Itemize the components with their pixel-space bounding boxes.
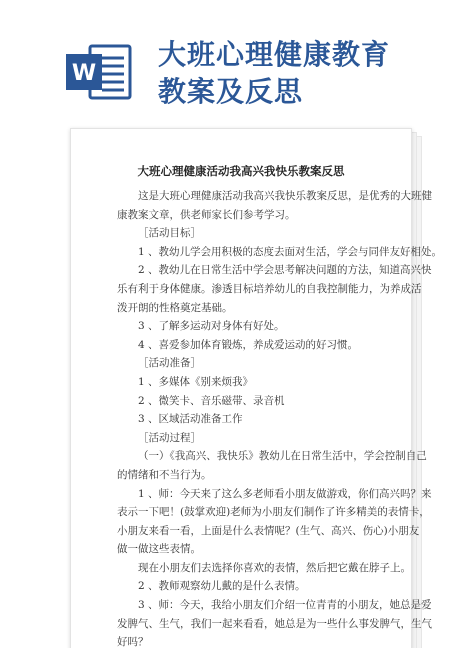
paragraph-line: 2 、微笑卡、音乐磁带、录音机 <box>138 394 285 407</box>
paragraph-line: 3 、区域活动准备工作 <box>138 413 243 426</box>
paragraph-line: 1 、师：今天来了这么多老师看小朋友做游戏，你们高兴吗？来 <box>138 487 432 500</box>
document-body <box>117 187 443 670</box>
word-document-icon <box>64 40 134 104</box>
paragraph-line: 发脾气、生气，我们一起来看看，她总是为一些什么事发脾气，生气 <box>117 617 432 630</box>
paragraph-line: 做一做这些表情。 <box>117 543 201 556</box>
paragraph-line: 3 、了解多运动对身体有好处。 <box>138 320 285 333</box>
paragraph-line: 现在小朋友们去选择你喜欢的表情，然后把它戴在脖子上。 <box>138 561 411 574</box>
paragraph-line: 表示一下吧！(鼓掌欢迎)老师为小朋友们制作了许多精美的表情卡， <box>117 506 430 519</box>
paragraph-line: 2 、教幼儿在日常生活中学会思考解决问题的方法，知道高兴快 <box>138 264 432 277</box>
svg-text:W: W <box>71 61 97 86</box>
paragraph-line: 小朋友来看一看，上面是什么表情呢？(生气、高兴、伤心)小朋友 <box>117 524 420 537</box>
paragraph-line: 2 、教师观察幼儿戴的是什么表情。 <box>138 580 306 593</box>
banner-title-line-1: 大班心理健康教育 <box>158 38 391 71</box>
paragraph-line: 3 、师：今天，我给小朋友们介绍一位青青的小朋友，她总是爱 <box>138 599 432 612</box>
section-heading: ［活动过程］ <box>138 431 201 444</box>
paragraph-line: 1 、教幼儿学会用积极的态度去面对生活，学会与同伴友好相处。 <box>138 245 443 258</box>
banner-title-line-2: 教案及反思 <box>158 75 304 108</box>
section-heading: ［活动目标］ <box>138 227 201 240</box>
section-heading: ［活动准备］ <box>138 357 201 370</box>
bottom-margin <box>0 648 474 669</box>
paragraph-line: 康教案文章，供老师家长们参考学习。 <box>117 208 296 221</box>
paragraph-line: 1 、多媒体《别来烦我》 <box>138 375 254 388</box>
paragraph-line: （一）《我高兴、我快乐》教幼儿在日常生活中，学会控制自己 <box>138 450 427 463</box>
paragraph-line: 乐有利于身体健康。渗透目标培养幼儿的自我控制能力，为养成活 <box>117 282 422 295</box>
paragraph-line: 这是大班心理健康活动我高兴我快乐教案反思，是优秀的大班健 <box>138 190 432 202</box>
document-page <box>70 128 443 650</box>
document-title: 大班心理健康活动我高兴我快乐教案反思 <box>137 164 345 178</box>
paragraph-line: 好吗？ <box>117 636 149 649</box>
banner-header <box>0 0 474 125</box>
paragraph-line: 泼开朗的性格奠定基础。 <box>117 301 233 314</box>
paragraph-line: 4 、喜爱参加体育锻炼，养成爱运动的好习惯。 <box>138 338 359 351</box>
paragraph-line: 的情绪和不当行为。 <box>117 468 212 481</box>
